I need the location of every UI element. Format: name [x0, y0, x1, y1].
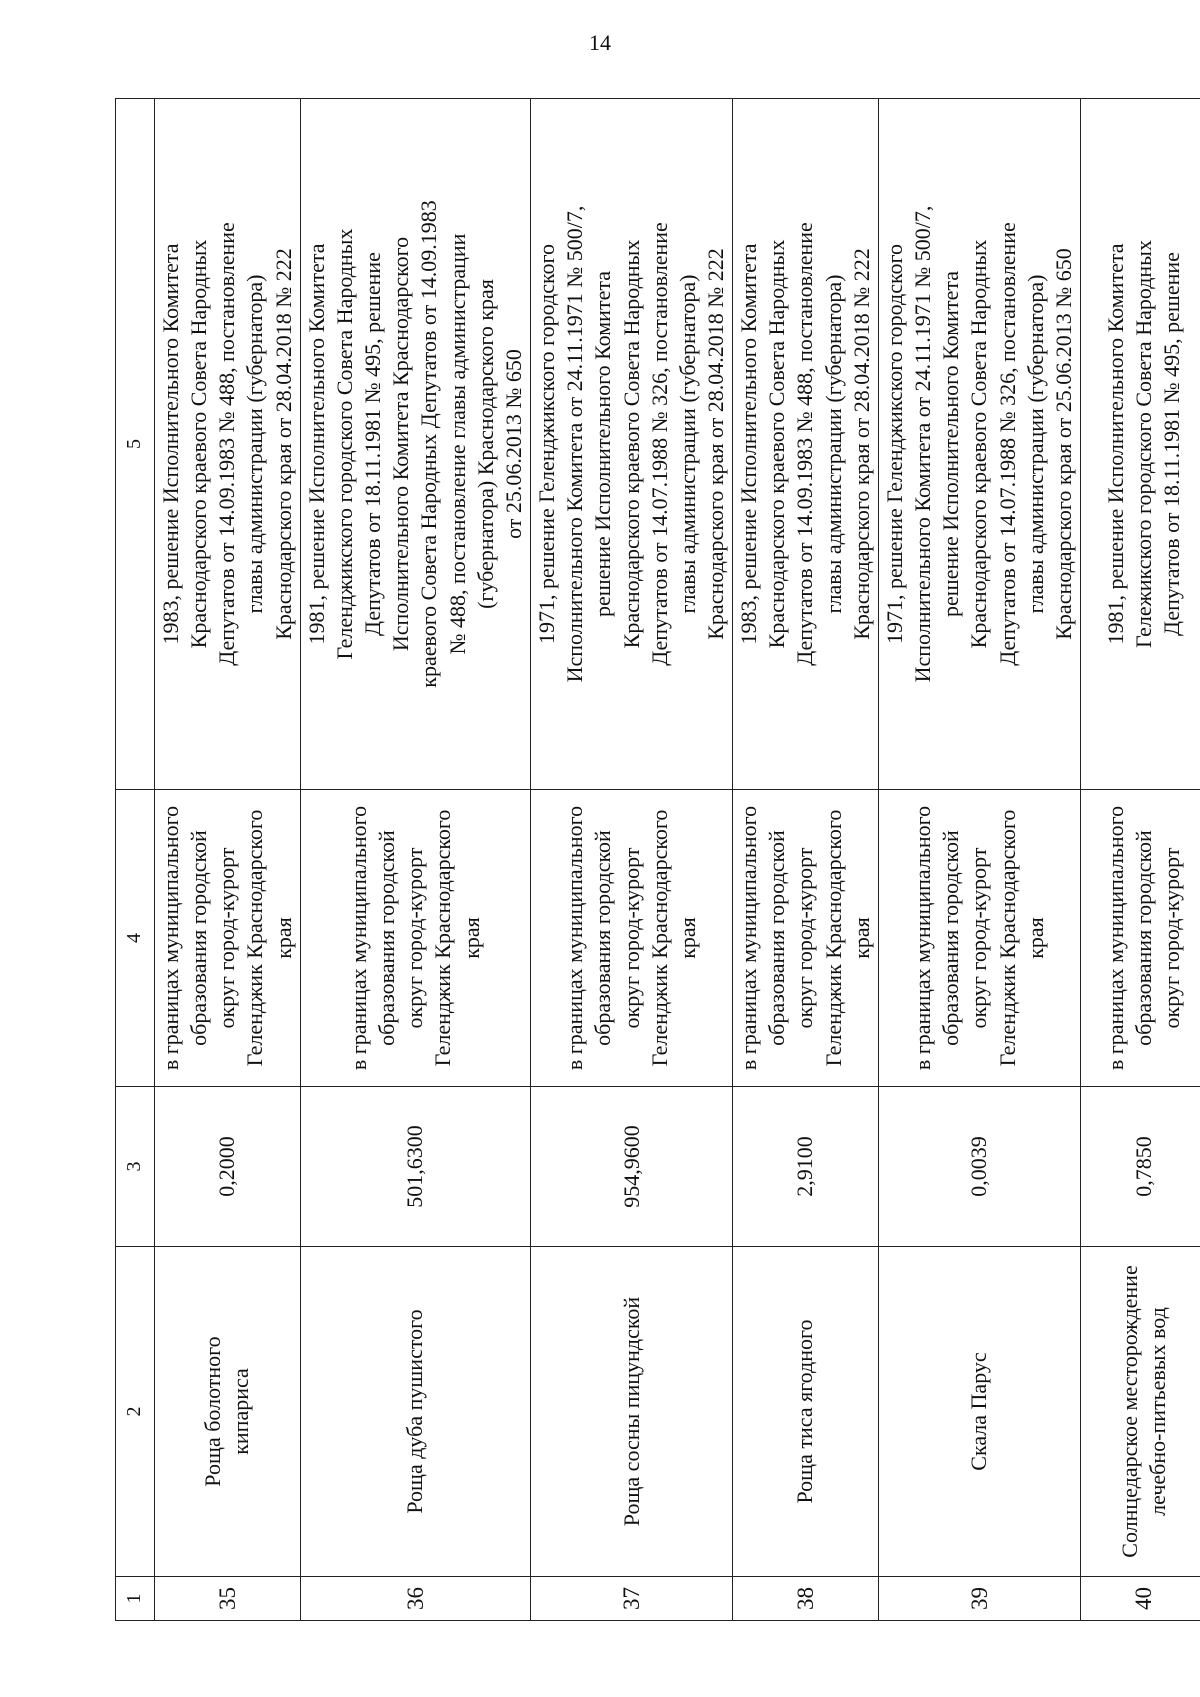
table-header-row — [116, 99, 155, 1621]
column-header-4: 4 — [116, 790, 155, 1087]
area-value: 0,2000 — [155, 1087, 301, 1247]
object-name-text: Роща болотного кипариса — [200, 1336, 254, 1487]
row-number: 38 — [733, 1577, 879, 1621]
object-name-text: Роща сосны пицундской — [618, 1296, 644, 1527]
table-row — [531, 99, 733, 1621]
object-name-text: Скала Парус — [966, 1352, 992, 1471]
basis-text: 1981, решение Исполнительного Комитета Геленджикского городского Совета Народных Депутатов от 18.11.1981 № 495, решение Исполнительного Комитета Краснодарского краевого Совета Народных Депутатов от 14.09.1983 № 488, постановление главы администрации (губернатора) Краснодарского края от 25.06.2013 № 650 — [303, 200, 526, 688]
basis-cell — [531, 99, 733, 790]
basis-text: 1983, решение Исполнительного Комитета Краснодарского краевого Совета Народных Депутатов от 14.09.1983 № 488, постановление главы администрации (губернатора) Краснодарского края от 28.04.2018 № 222 — [158, 222, 296, 666]
basis-text: 1983, решение Исполнительного Комитета Краснодарского краевого Совета Народных Депутатов от 14.09.1983 № 488, постановление главы администрации (губернатора) Краснодарского края от 28.04.2018 № 222 — [736, 222, 874, 666]
table-row — [300, 99, 530, 1621]
basis-cell — [155, 99, 301, 790]
area-value: 954,9600 — [531, 1087, 733, 1247]
location-cell — [878, 790, 1080, 1087]
location-cell — [733, 790, 879, 1087]
registry-table-frame — [115, 98, 1185, 1621]
basis-cell — [733, 99, 879, 790]
object-name — [155, 1247, 301, 1577]
basis-cell — [1081, 99, 1200, 790]
location-text: в границах муниципального образования городской округ город-курорт Геленджик Краснодарского края — [562, 805, 700, 1071]
area-value: 501,6300 — [300, 1087, 530, 1247]
area-value: 0,7850 — [1081, 1087, 1200, 1247]
column-header-3: 3 — [116, 1087, 155, 1247]
object-name — [300, 1247, 530, 1577]
page-number: 14 — [589, 30, 611, 55]
object-name — [733, 1247, 879, 1577]
location-text: в границах муниципального образования городской округ город-курорт Геленджик Краснодарского края — [910, 805, 1048, 1071]
registry-table — [115, 98, 1200, 1621]
location-cell — [300, 790, 530, 1087]
location-text: в границах муниципального образования городской округ город-курорт Геленджик Краснодарского края — [736, 805, 874, 1071]
location-text: в границах муниципального образования городской округ город-курорт Геленджик Краснодарского края — [158, 805, 296, 1071]
location-cell — [1081, 790, 1200, 1087]
row-number: 36 — [300, 1577, 530, 1621]
object-name — [531, 1247, 733, 1577]
basis-cell — [878, 99, 1080, 790]
area-value: 0,0039 — [878, 1087, 1080, 1247]
column-header-2: 2 — [116, 1247, 155, 1577]
basis-cell — [300, 99, 530, 790]
row-number: 37 — [531, 1577, 733, 1621]
object-name-text: Роща дуба пушистого — [402, 1309, 428, 1514]
location-text: в границах муниципального образования городской округ город-курорт Геленджик Краснодарского края — [346, 805, 484, 1071]
location-cell — [531, 790, 733, 1087]
basis-text: 1971, решение Геленджикского городского Исполнительного Комитета от 24.11.1971 № 500/7, решение Исполнительного Комитета Краснодарского краевого Совета Народных Депутатов от 14.07.1988 № 326, постановление главы администрации (губернатора) Краснодарского края от 28.04.2018 № 222 — [534, 205, 728, 683]
area-value: 2,9100 — [733, 1087, 879, 1247]
column-header-5: 5 — [116, 99, 155, 790]
column-header-1: 1 — [116, 1577, 155, 1621]
row-number: 35 — [155, 1577, 301, 1621]
table-row — [733, 99, 879, 1621]
table-row — [878, 99, 1080, 1621]
row-number: 39 — [878, 1577, 1080, 1621]
table-row — [155, 99, 301, 1621]
location-cell — [155, 790, 301, 1087]
object-name — [1081, 1247, 1200, 1577]
basis-text: 1981, решение Исполнительного Комитета Гележикского городского Совета Народных Депутатов от 18.11.1981 № 495, решение — [1102, 240, 1185, 648]
basis-text: 1971, решение Геленджикского городского Исполнительного Комитета от 24.11.1971 № 500/7, решение Исполнительного Комитета Краснодарского краевого Совета Народных Депутатов от 14.07.1988 № 326, постановление главы администрации (губернатора) Краснодарского края от 25.06.2013 № 650 — [881, 205, 1076, 683]
object-name — [878, 1247, 1080, 1577]
row-number: 40 — [1081, 1577, 1200, 1621]
table-row — [1081, 99, 1200, 1621]
location-text: в границах муниципального образования городской округ город-курорт — [1102, 805, 1185, 1071]
object-name-text: Солнцедарское месторождение лечебно-питьевых вод — [1116, 1265, 1170, 1558]
object-name-text: Роща тиса ягодного — [792, 1319, 818, 1504]
